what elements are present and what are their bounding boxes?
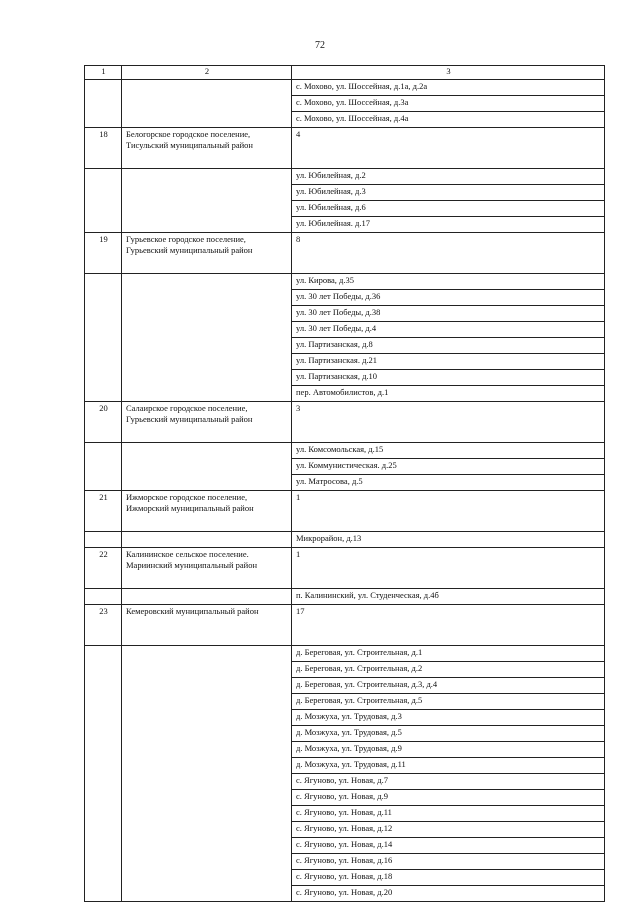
address-cell: ул. 30 лет Победы, д.4 — [292, 322, 605, 338]
table-row — [85, 589, 605, 605]
settlement-name-cell: Гурьевское городское поселение, Гурьевский муниципальный район — [122, 233, 292, 274]
number-cell — [85, 80, 122, 128]
address-cell: ул. Коммунистическая. д.25 — [292, 459, 605, 475]
address-cell: д. Береговая, ул. Строительная, д.2 — [292, 662, 605, 678]
address-cell: с. Ягуново, ул. Новая, д.11 — [292, 806, 605, 822]
table-body — [85, 66, 605, 902]
number-cell-empty — [85, 589, 122, 605]
address-cell: ул. Юбилейная, д.6 — [292, 201, 605, 217]
address-cell: ул. 30 лет Победы, д.36 — [292, 290, 605, 306]
address-cell: ул. Юбилейная, д.2 — [292, 169, 605, 185]
column-header-2: 2 — [122, 66, 292, 80]
address-cell: ул. Юбилейная, д.3 — [292, 185, 605, 201]
settlements-table — [84, 65, 605, 902]
address-cell: д. Береговая, ул. Строительная, д.3, д.4 — [292, 678, 605, 694]
group-row — [85, 402, 605, 443]
address-cell: с. Ягуново, ул. Новая, д.14 — [292, 838, 605, 854]
column-header-3: 3 — [292, 66, 605, 80]
address-cell: с. Мохово, ул. Шоссейная, д.1а, д.2а — [292, 80, 605, 96]
address-cell: д. Мозжуха, ул. Трудовая, д.5 — [292, 726, 605, 742]
building-count-cell: 1 — [292, 491, 605, 532]
address-cell: с. Ягуново, ул. Новая, д.7 — [292, 774, 605, 790]
number-cell: 22 — [85, 548, 122, 589]
address-cell: ул. Матросова, д.5 — [292, 475, 605, 491]
group-row — [85, 491, 605, 532]
address-cell: ул. Кирова, д.35 — [292, 274, 605, 290]
address-cell: с. Ягуново, ул. Новая, д.20 — [292, 886, 605, 902]
group-row — [85, 605, 605, 646]
settlement-name-cell-empty — [122, 646, 292, 902]
group-row — [85, 548, 605, 589]
address-cell: д. Береговая, ул. Строительная, д.5 — [292, 694, 605, 710]
address-cell: ул. Партизанская, д.8 — [292, 338, 605, 354]
page-number: 72 — [315, 40, 325, 51]
settlement-name-cell: Белогорское городское поселение, Тисульский муниципальный район — [122, 128, 292, 169]
number-cell-empty — [85, 532, 122, 548]
address-cell: пер. Автомобилистов, д.1 — [292, 386, 605, 402]
address-cell: ул. 30 лет Победы, д.38 — [292, 306, 605, 322]
number-cell: 23 — [85, 605, 122, 646]
number-cell-empty — [85, 646, 122, 902]
address-cell: д. Мозжуха, ул. Трудовая, д.11 — [292, 758, 605, 774]
group-row — [85, 233, 605, 274]
address-cell: ул. Комсомольская, д.15 — [292, 443, 605, 459]
address-cell: д. Мозжуха, ул. Трудовая, д.9 — [292, 742, 605, 758]
building-count-cell: 4 — [292, 128, 605, 169]
building-count-cell: 1 — [292, 548, 605, 589]
column-header-1: 1 — [85, 66, 122, 80]
building-count-cell: 3 — [292, 402, 605, 443]
settlement-name-cell-empty — [122, 169, 292, 233]
address-cell: д. Береговая, ул. Строительная, д.1 — [292, 646, 605, 662]
address-cell: ул. Партизанская. д.21 — [292, 354, 605, 370]
address-cell: с. Мохово, ул. Шоссейная, д.4а — [292, 112, 605, 128]
number-cell: 18 — [85, 128, 122, 169]
table-row — [85, 443, 605, 459]
table-row — [85, 80, 605, 96]
address-cell: п. Калининский, ул. Студенческая, д.4б — [292, 589, 605, 605]
number-cell: 19 — [85, 233, 122, 274]
address-cell: ул. Партизанская, д.10 — [292, 370, 605, 386]
settlement-name-cell: Калининское сельское поселение. Мариинский муниципальный район — [122, 548, 292, 589]
address-cell: Микрорайон, д.13 — [292, 532, 605, 548]
number-cell-empty — [85, 443, 122, 491]
settlement-name-cell: Салаирское городское поселение, Гурьевский муниципальный район — [122, 402, 292, 443]
building-count-cell: 8 — [292, 233, 605, 274]
address-cell: ул. Юбилейная. д.17 — [292, 217, 605, 233]
settlement-name-cell-empty — [122, 274, 292, 402]
address-cell: с. Ягуново, ул. Новая, д.16 — [292, 854, 605, 870]
settlement-name-cell: Кемеровский муниципальный район — [122, 605, 292, 646]
address-cell: с. Ягуново, ул. Новая, д.9 — [292, 790, 605, 806]
settlement-name-cell — [122, 80, 292, 128]
address-cell: с. Ягуново, ул. Новая, д.12 — [292, 822, 605, 838]
building-count-cell: 17 — [292, 605, 605, 646]
header-row — [85, 66, 605, 80]
settlement-name-cell-empty — [122, 443, 292, 491]
settlement-name-cell-empty — [122, 532, 292, 548]
address-cell: д. Мозжуха, ул. Трудовая, д.3 — [292, 710, 605, 726]
number-cell: 20 — [85, 402, 122, 443]
address-cell: с. Мохово, ул. Шоссейная, д.3а — [292, 96, 605, 112]
table-row — [85, 274, 605, 290]
address-cell: с. Ягуново, ул. Новая, д.18 — [292, 870, 605, 886]
settlement-name-cell: Ижморское городское поселение, Ижморский муниципальный район — [122, 491, 292, 532]
settlement-name-cell-empty — [122, 589, 292, 605]
number-cell-empty — [85, 169, 122, 233]
group-row — [85, 128, 605, 169]
table-row — [85, 169, 605, 185]
table-row — [85, 532, 605, 548]
number-cell-empty — [85, 274, 122, 402]
table-row — [85, 646, 605, 662]
number-cell: 21 — [85, 491, 122, 532]
